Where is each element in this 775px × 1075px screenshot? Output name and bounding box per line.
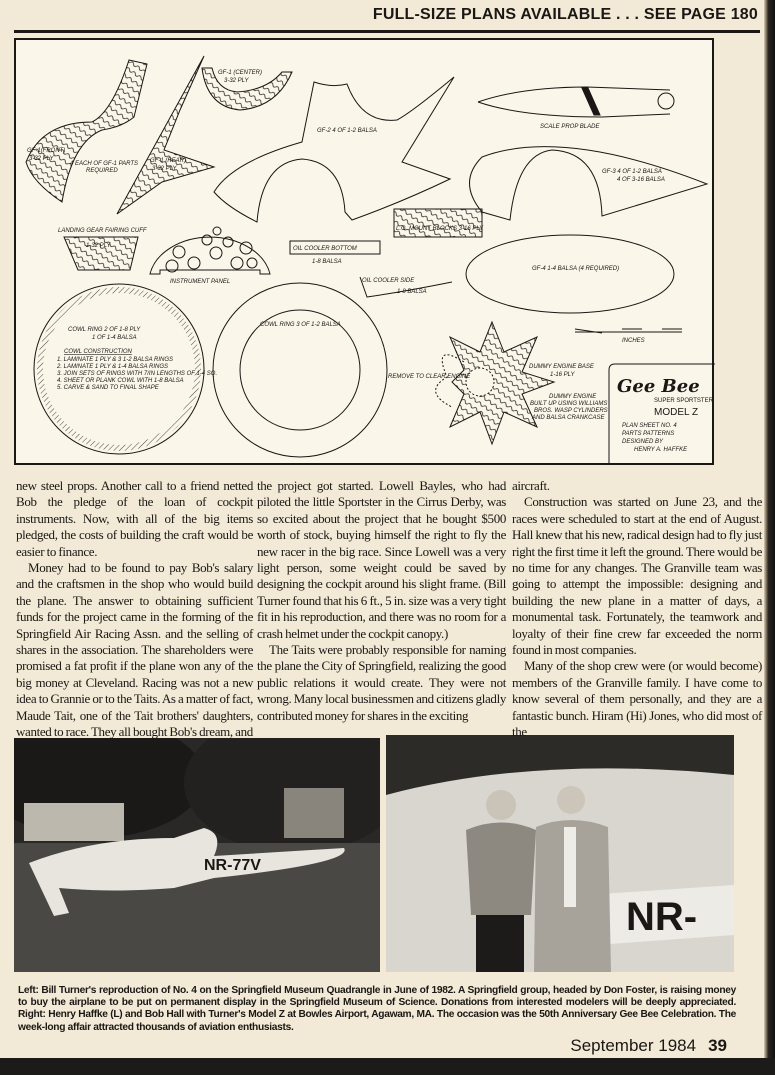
label-gf1-note-2: REQUIRED	[86, 168, 118, 174]
gf4-part	[466, 235, 674, 313]
label-cowl-construction: COWL CONSTRUCTION	[64, 349, 132, 355]
label-gf1-note: 4 EACH OF GF-1 PARTS	[70, 161, 139, 167]
cowl-step: 4. SHEET OR PLANK COWL WITH 1-8 BALSA	[57, 378, 184, 384]
plans-available-header: FULL-SIZE PLANS AVAILABLE . . . SEE PAGE 180	[372, 6, 758, 23]
cowl-step: 2. LAMINATE 1 PLY & 1-4 BALSA RINGS	[57, 364, 169, 370]
scan-border	[0, 1058, 775, 1075]
label-oil-bottom-material: 1-8 BALSA	[312, 259, 342, 265]
label-gf1-rear-material: 3-32 PLY	[152, 166, 177, 172]
logo-subtitle: SUPER SPORTSTER	[654, 398, 713, 404]
landing-gear-cuff	[64, 237, 138, 270]
photo-caption: Left: Bill Turner's reproduction of No. 4 on the Springfield Museum Quadrangle in June of 1982. A Springfield group, headed by Don Foster, is raising money to buy the airplane to be put on permanent display in the Springfield Museum of Science. Donations from interested modelers will be deeply appreciated. Right: Henry Haffke (L) and Bob Hall with Turner's Model Z at Bowles Airport, Agawam, MA. The occasion was the 50th Anniversary Gee Bee Celebration. The week-long affair attracted thousands of aviation enthusiasts.	[18, 985, 736, 1033]
article-column-2	[257, 478, 506, 724]
photo-haffke-and-hall	[386, 735, 734, 972]
aircraft-registration: NR-77V	[204, 857, 261, 874]
paragraph: the project got started. Lowell Bayles, who had piloted the little Sportster in the Cirrus Derby, was so excited about the project that he bought $500 worth of stock, buying himself the right to fly the new racer in the big race. Since Lowell was a very light person, some weight could be saved by designing the cockpit around his slight frame. (Bill Turner found that his 6 ft., 5 in. size was a very tight fit in his reproduction, and there was no room for a crash helmet under the cockpit canopy.)	[257, 478, 506, 641]
page-edge-shadow	[764, 0, 775, 1075]
paragraph: Many of the shop crew were (or would become) members of the Granville family. I have come to know several of them personally, and they are a fantastic bunch. Hiram (Hi) Jones, who did most of the	[512, 658, 762, 740]
label-cowl-ring-1-2: 1 OF 1-4 BALSA	[92, 335, 137, 341]
aircraft-registration-right: NR-	[626, 895, 698, 939]
scale-bar	[575, 329, 682, 333]
gf1-front-part	[26, 60, 147, 202]
label-gf1-rear: GF-1 (REAR)	[150, 158, 186, 164]
label-remove-to-clear: REMOVE TO CLEAR ENGINE	[388, 374, 471, 380]
title-line: HENRY A. HAFFKE	[634, 447, 688, 453]
label-dummy-engine-4: AND BALSA CRANKCASE	[532, 415, 605, 421]
article-column-3	[512, 478, 762, 741]
label-gf4: GF-4 1-4 BALSA (4 REQUIRED)	[532, 266, 620, 272]
plan-drawing	[16, 40, 716, 467]
plan-sheet-figure	[14, 38, 714, 465]
lg-mount-blocks	[394, 209, 482, 237]
label-cowl-ring-2: COWL RING 3 OF 1-2 BALSA	[260, 322, 341, 328]
label-gf3: GF-3 4 OF 1-2 BALSA	[602, 169, 662, 175]
header-rule	[14, 30, 760, 33]
label-lg-blocks: L.G. MOUNT BLOCKS 3-16 PLY	[396, 226, 484, 232]
issue-date: September 1984	[570, 1036, 697, 1055]
label-oil-side-material: 1-8 BALSA	[397, 289, 427, 295]
label-instrument-panel: INSTRUMENT PANEL	[170, 279, 231, 285]
label-engine-base-2: 1-16 PLY	[550, 372, 575, 378]
label-oil-bottom: OIL COOLER BOTTOM	[293, 246, 357, 252]
page-number: 39	[708, 1036, 727, 1055]
label-gf1-center: GF-1 (CENTER)	[218, 70, 262, 76]
cowl-step: 5. CARVE & SAND TO FINAL SHAPE	[57, 385, 159, 391]
paragraph: Money had to be found to pay Bob's salary and the craftsmen in the shop who would build the plane. The answer to obtaining sufficient funds for the project came in the forming of the Springfield Air Racing Assn. and the selling of shares in the association. The shareholders were promised a fat profit if the plane won any of the big money at Cleveland. Racing was not a new idea to Grannie or to the Taits. As a matter of fact, Maude Tait, one of the Tait brothers' daughters, wanted to race. They all bought Bob's dream, and	[16, 560, 253, 740]
label-prop-blade: SCALE PROP BLADE	[540, 124, 600, 130]
title-line: PARTS PATTERNS	[622, 431, 675, 437]
cowl-step: 1. LAMINATE 1 PLY & 3 1-2 BALSA RINGS	[57, 357, 174, 363]
prop-blade	[478, 87, 670, 117]
label-cuff-material: 1-32 PLY	[86, 243, 111, 249]
label-dummy-engine-3: BROS. WASP CYLINDERS	[534, 408, 608, 414]
title-line: DESIGNED BY	[622, 439, 664, 445]
model-title: MODEL Z	[654, 407, 699, 418]
label-cuff: LANDING GEAR FAIRING CUFF	[58, 228, 147, 234]
paragraph: new steel props. Another call to a friend netted Bob the pledge of the loan of cockpit instruments. Now, with all of the big items pledged, the costs of building the craft would be easier to finance.	[16, 478, 253, 559]
cowl-ring-2	[213, 283, 387, 457]
title-line: PLAN SHEET NO. 4	[622, 423, 677, 429]
label-dummy-engine-2: BUILT UP USING WILLIAMS	[530, 401, 608, 407]
article-column-1	[16, 478, 253, 741]
gf3-part	[470, 147, 708, 220]
dummy-engine	[436, 322, 554, 444]
page-footer	[570, 1036, 727, 1056]
paragraph: The Taits were probably responsible for naming the plane the City of Springfield, realizing the good public relations it would create. They were not wrong. Many local businessmen and citizens gladly contributed money for shares in the exciting	[257, 642, 506, 723]
paragraph: Construction was started on June 23, and the races were scheduled to start at the end of August. Hall knew that his new, radical design had to fly just right the first time it left the ground. There would be no time for any changes. The Granville team was going to attempt the impossible: designing and building the new plane in a matter of days, a monumental task. Fortunately, the teamwork and loyalty of their fine crew far exceeded the norm found in most companies.	[512, 494, 762, 658]
label-gf2: GF-2 4 OF 1-2 BALSA	[317, 128, 377, 134]
label-gf1-front-material: 3-32 PLY	[29, 156, 54, 162]
label-gf3-2: 4 OF 3-16 BALSA	[617, 177, 665, 183]
label-scale: INCHES	[622, 338, 645, 344]
label-dummy-engine: DUMMY ENGINE	[549, 394, 597, 400]
label-oil-side: OIL COOLER SIDE	[362, 278, 415, 284]
label-cowl-ring-1: COWL RING 2 OF 1-8 PLY	[68, 327, 141, 333]
instrument-dials	[166, 227, 257, 272]
label-engine-base: DUMMY ENGINE BASE	[529, 364, 594, 370]
label-gf1-center-material: 3-32 PLY	[224, 78, 249, 84]
cowl-step: 3. JOIN SETS OF RINGS WITH 7/IN LENGTHS OF 1-4 SQ.	[57, 371, 218, 377]
label-gf1-front: GF-1(FRONT)	[27, 148, 66, 154]
photo-plane-on-quadrangle	[14, 738, 380, 972]
gee-bee-logo: Gee Bee	[617, 376, 700, 397]
paragraph: aircraft.	[512, 478, 550, 493]
